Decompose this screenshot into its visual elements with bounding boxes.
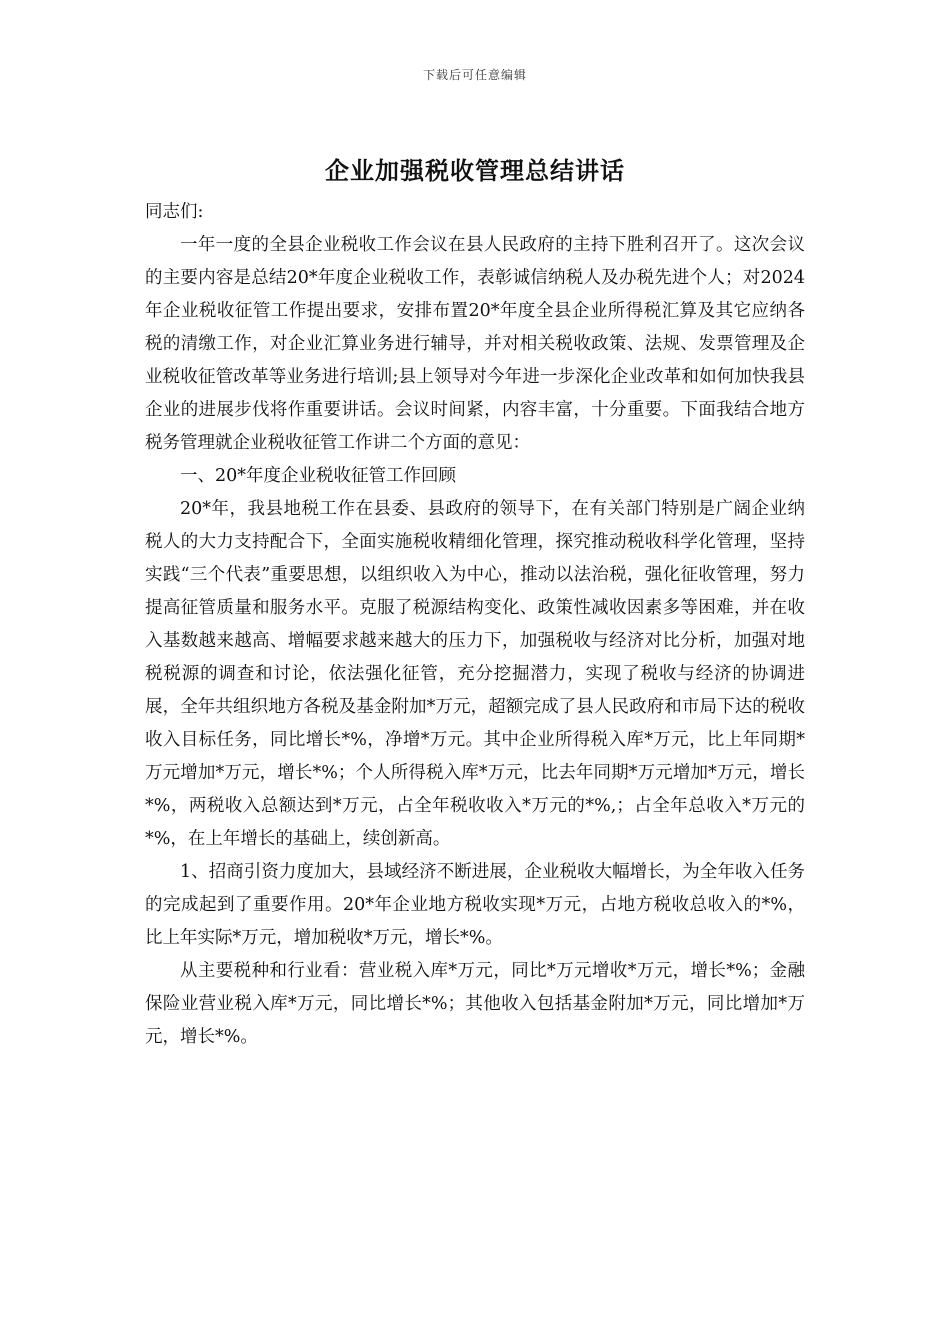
header-note: 下载后可任意编辑 <box>422 68 527 82</box>
paragraph-tax-types: 从主要税种和行业看：营业税入库*万元，同比*万元增收*万元，增长*%；金融保险业营业税入库*万元，同比增长*%；其他收入包括基金附加*万元，同比增加*万元，增长*%。 <box>145 961 805 1047</box>
document-body <box>145 196 805 1054</box>
document-title: 企业加强税收管理总结讲话 <box>325 156 625 185</box>
paragraph-intro: 一年一度的全县企业税收工作会议在县人民政府的主持下胜利召开了。这次会议的主要内容是总结20*年度企业税收工作，表彰诚信纳税人及办税先进个人；对2024年企业税收征管工作提出要求，安排布置20*年度全县企业所得税汇算及其它应纳各税的清缴工作，对企业汇算业务进行辅导，并对相关税收政策、法规、发票管理及企业税收征管改革等业务进行培训;县上领导对今年进一步深化企业改革和如何加快我县企业的进展步伐将作重要讲话。会议时间紧，内容丰富，十分重要。下面我结合地方税务管理就企业税收征管工作讲二个方面的意见： <box>145 235 805 453</box>
section-heading: 一、20*年度企业税收征管工作回顾 <box>180 466 457 486</box>
salutation: 同志们: <box>145 202 204 222</box>
paragraph-review: 20*年，我县地税工作在县委、县政府的领导下，在有关部门特别是广阔企业纳税人的大力支持配合下，全面实施税收精细化管理，探究推动税收科学化管理，坚持实践“三个代表”重要思想，以组织收入为中心，推动以法治税，强化征收管理，努力提高征管质量和服务水平。克服了税源结构变化、政策性减收因素多等困难，并在收入基数越来越高、增幅要求越来越大的压力下，加强税收与经济对比分析，加强对地税税源的调查和讨论，依法强化征管，充分挖掘潜力，实现了税收与经济的协调进展，全年共组织地方各税及基金附加*万元，超额完成了县人民政府和市局下达的税收收入目标任务，同比增长*%，净增*万元。其中企业所得税入库*万元，比上年同期*万元增加*万元，增长*%；个人所得税入库*万元，比去年同期*万元增加*万元，增长*%，两税收入总额达到*万元，占全年税收收入*万元的*%,；占全年总收入*万元的*%，在上年增长的基础上，续创新高。 <box>145 499 805 849</box>
paragraph-point-1: 1、招商引资力度加大，县域经济不断进展，企业税收大幅增长，为全年收入任务的完成起到了重要作用。20*年企业地方税收实现*万元，占地方税收总收入的*%，比上年实际*万元，增加税收*万元，增长*%。 <box>145 862 805 948</box>
